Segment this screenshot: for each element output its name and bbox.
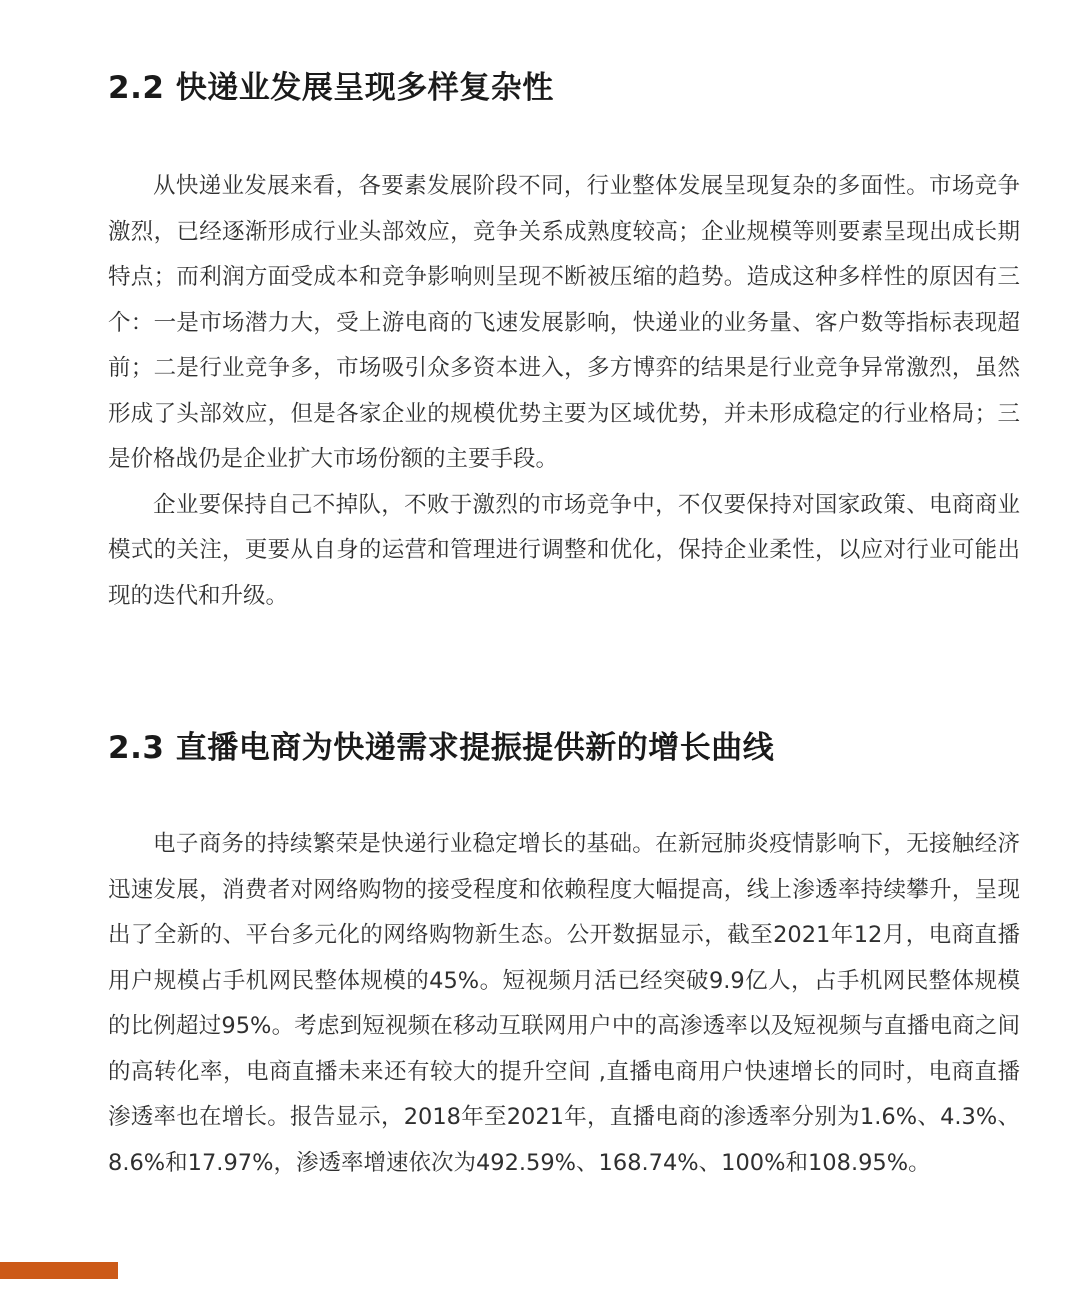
- section-heading-2-2: 2.2 快递业发展呈现多样复杂性: [108, 70, 554, 106]
- section-body-2-2: [108, 164, 1020, 619]
- section-heading-2-3: 2.3 直播电商为快递需求提振提供新的增长曲线: [108, 730, 775, 766]
- section-body-2-3: [108, 822, 1020, 1186]
- paragraph: 从快递业发展来看，各要素发展阶段不同，行业整体发展呈现复杂的多面性。市场竞争激烈，已经逐渐形成行业头部效应，竞争关系成熟度较高；企业规模等则要素呈现出成长期特点；而利润方面受成本和竞争影响则呈现不断被压缩的趋势。造成这种多样性的原因有三个：一是市场潜力大，受上游电商的飞速发展影响，快递业的业务量、客户数等指标表现超前；二是行业竞争多，市场吸引众多资本进入，多方博弈的结果是行业竞争异常激烈，虽然形成了头部效应，但是各家企业的规模优势主要为区域优势，并未形成稳定的行业格局；三是价格战仍是企业扩大市场份额的主要手段。: [108, 173, 1020, 472]
- paragraph: 企业要保持自己不掉队，不败于激烈的市场竞争中，不仅要保持对国家政策、电商商业模式的关注，更要从自身的运营和管理进行调整和优化，保持企业柔性，以应对行业可能出现的迭代和升级。: [108, 491, 1020, 609]
- paragraph: 电子商务的持续繁荣是快递行业稳定增长的基础。在新冠肺炎疫情影响下，无接触经济迅速发展，消费者对网络购物的接受程度和依赖程度大幅提高，线上渗透率持续攀升，呈现出了全新的、平台多元化的网络购物新生态。公开数据显示，截至2021年12月，电商直播用户规模占手机网民整体规模的45%。短视频月活已经突破9.9亿人，占手机网民整体规模的比例超过95%。考虑到短视频在移动互联网用户中的高渗透率以及短视频与直播电商之间的高转化率，电商直播未来还有较大的提升空间 ,直播电商用户快速增长的同时，电商直播渗透率也在增长。报告显示，2018年至2021年，直播电商的渗透率分别为1.6%、4.3%、8.6%和17.97%，渗透率增速依次为492.59%、168.74%、100%和108.95%。: [108, 831, 1020, 1176]
- accent-bar: [0, 1262, 118, 1279]
